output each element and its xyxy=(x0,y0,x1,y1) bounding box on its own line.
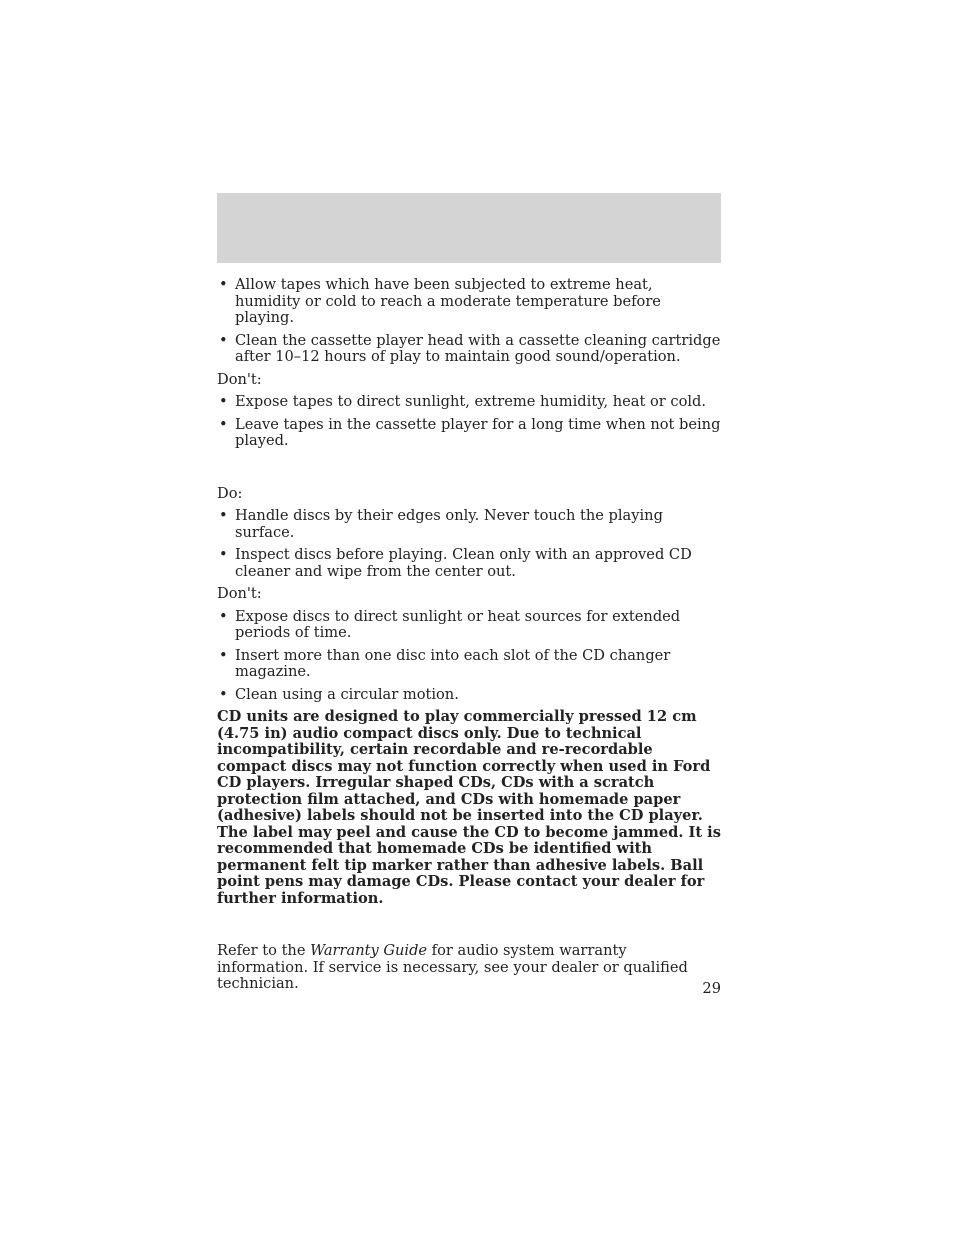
cassette-do-list xyxy=(217,277,721,366)
list-item-text: Clean the cassette player head with a cassette cleaning cartridge after 10–12 hours of play to maintain good sound/operation. xyxy=(235,331,721,365)
bullet-icon: • xyxy=(219,507,228,524)
cd-dont-label: Don't: xyxy=(217,585,262,602)
bullet-icon: • xyxy=(219,607,228,625)
cd-do-label: Do: xyxy=(217,484,243,502)
list-item-text: Clean using a circular motion. xyxy=(235,685,459,703)
list-item xyxy=(217,648,721,681)
list-item-text: Leave tapes in the cassette player for a long time when not being played. xyxy=(235,415,721,449)
list-item xyxy=(217,394,721,411)
cd-warning-paragraph: CD units are designed to play commercially pressed 12 cm (4.75 in) audio compact discs only. Due to technical incompatibility, certain recordable and re-recordable compact discs may not function correctly when used in Ford CD players. Irregular shaped CDs, CDs with a scratch protection film attached, and CDs with homemade paper (adhesive) labels should not be inserted into the CD player. The label may peel and cause the CD to become jammed. It is recommended that homemade CDs be identified with permanent felt tip marker rather than adhesive labels. Ball point pens may damage CDs. Please contact your dealer for further information. xyxy=(217,708,721,907)
page-number: 29 xyxy=(702,980,721,997)
cd-dont-list xyxy=(217,609,721,704)
section-header-band xyxy=(217,193,721,263)
bullet-icon: • xyxy=(219,646,228,664)
cd-do-list xyxy=(217,508,721,580)
list-item xyxy=(217,547,721,580)
list-item xyxy=(217,508,721,541)
list-item xyxy=(217,417,721,450)
warranty-text-prefix: Refer to the xyxy=(217,942,311,959)
list-item-text: Inspect discs before playing. Clean only with an approved CD cleaner and wipe from the center out. xyxy=(235,546,692,580)
list-item-text: Allow tapes which have been subjected to extreme heat, humidity or cold to reach a moderate temperature before playing. xyxy=(235,276,661,326)
bullet-icon: • xyxy=(219,415,228,433)
list-item xyxy=(217,609,721,642)
list-item xyxy=(217,687,721,704)
warranty-guide-title: Warranty Guide xyxy=(310,942,428,959)
bullet-icon: • xyxy=(219,276,228,293)
list-item-text: Expose tapes to direct sunlight, extreme humidity, heat or cold. xyxy=(235,393,707,410)
bullet-icon: • xyxy=(219,546,228,563)
bullet-icon: • xyxy=(219,393,228,410)
list-item xyxy=(217,333,721,366)
section-spacer xyxy=(217,456,721,486)
section-spacer xyxy=(217,907,721,943)
list-item-text: Handle discs by their edges only. Never touch the playing surface. xyxy=(235,507,663,541)
list-item-text: Insert more than one disc into each slot of the CD changer magazine. xyxy=(235,646,671,680)
warranty-text-suffix: for audio system warranty information. If service is necessary, see your dealer or qualified technician. xyxy=(217,942,688,992)
list-item xyxy=(217,277,721,327)
page-content xyxy=(217,277,721,993)
cassette-dont-list xyxy=(217,394,721,450)
bullet-icon: • xyxy=(219,331,228,349)
bullet-icon: • xyxy=(219,685,228,703)
list-item-text: Expose discs to direct sunlight or heat sources for extended periods of time. xyxy=(235,607,681,641)
cassette-dont-label: Don't: xyxy=(217,370,262,388)
